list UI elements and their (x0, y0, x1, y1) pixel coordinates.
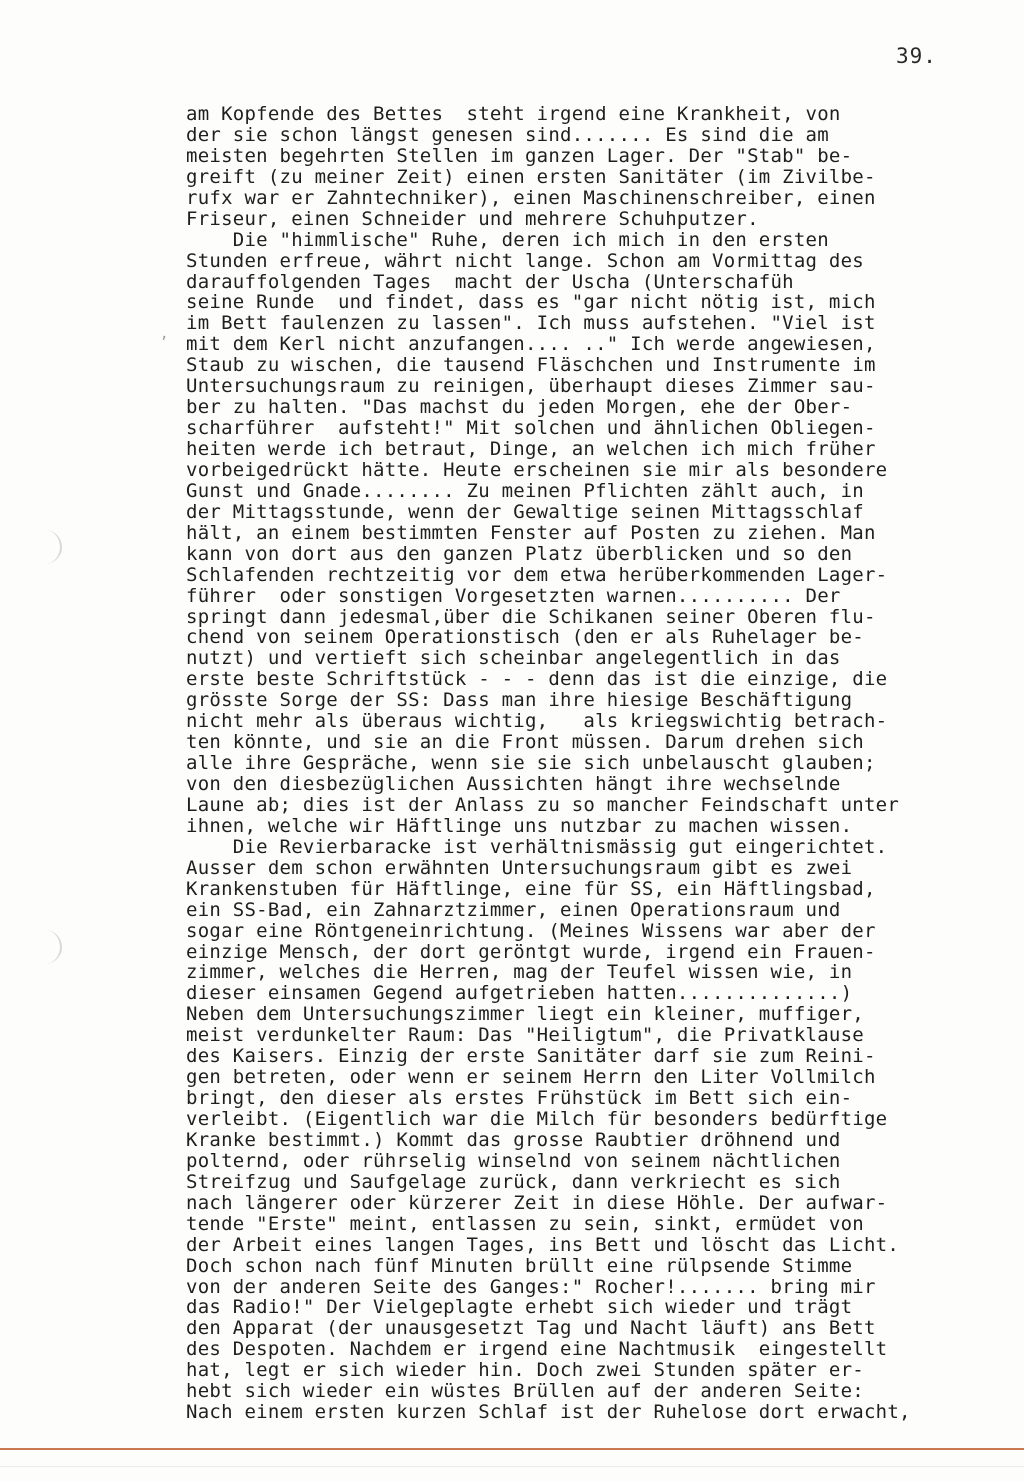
page-number: 39. (896, 44, 937, 68)
text-line: des Kaisers. Einzig der erste Sanitäter darf sie zum Reini- (186, 1046, 876, 1068)
text-line: Nach einem ersten kurzen Schlaf ist der Ruhelose dort erwacht, (186, 1402, 911, 1424)
text-line: Die Revierbaracke ist verhältnismässig gut eingerichtet. (186, 836, 888, 858)
text-line: mit dem Kerl nicht anzufangen.... .." Ich werde angewiesen, (186, 334, 876, 356)
text-line: Kranke bestimmt.) Kommt das grosse Raubtier dröhnend und (186, 1129, 841, 1151)
text-line: hebt sich wieder ein wüstes Brüllen auf der anderen Seite: (186, 1381, 864, 1403)
text-line: meisten begehrten Stellen im ganzen Lager. Der "Stab" be- (186, 145, 853, 167)
text-line: der Arbeit eines langen Tages, ins Bett und löscht das Licht. (186, 1234, 900, 1256)
text-line: kann von dort aus den ganzen Platz überblicken und so den (186, 543, 853, 565)
text-line: chend von seinem Operationstisch (den er als Ruhelager be- (186, 627, 864, 649)
punch-hole-mark-top (44, 530, 62, 564)
text-line: greift (zu meiner Zeit) einen ersten Sanitäter (im Zivilbe- (186, 166, 876, 188)
text-line: hält, an einem bestimmten Fenster auf Posten zu ziehen. Man (186, 522, 876, 544)
text-line: Gunst und Gnade........ Zu meinen Pflichten zählt auch, in (186, 480, 864, 502)
text-line: Die "himmlische" Ruhe, deren ich mich in den ersten (186, 229, 829, 251)
text-line: Laune ab; dies ist der Anlass zu so mancher Feindschaft unter (186, 794, 900, 816)
text-line: von der anderen Seite des Ganges:" Rocher!....... bring mir (186, 1276, 876, 1298)
text-line: Untersuchungsraum zu reinigen, überhaupt dieses Zimmer sau- (186, 376, 876, 398)
text-line: Neben dem Untersuchungszimmer liegt ein kleiner, muffiger, (186, 1004, 864, 1026)
text-line: polternd, oder rührselig winselnd von seinem nächtlichen (186, 1150, 841, 1172)
text-line: Friseur, einen Schneider und mehrere Schuhputzer. (186, 208, 759, 230)
text-line: grösste Sorge der SS: Dass man ihre hiesige Beschäftigung (186, 690, 853, 712)
text-line: heiten werde ich betraut, Dinge, an welchen ich mich früher (186, 439, 876, 460)
text-line: erste beste Schriftstück - - - denn das ist die einzige, die (186, 669, 888, 691)
text-line: vorbeigedrückt hätte. Heute erscheinen sie mir als besondere (186, 459, 888, 481)
text-line: ihnen, welche wir Häftlinge uns nutzbar zu machen wissen. (186, 815, 853, 837)
text-line: dieser einsamen Gegend aufgetrieben hatten..............) (186, 983, 853, 1005)
text-line: tende "Erste" meint, entlassen zu sein, sinkt, ermüdet von (186, 1213, 864, 1235)
text-line: Ausser dem schon erwähnten Untersuchungsraum gibt es zwei (186, 857, 853, 879)
text-line: seine Runde und findet, dass es "gar nicht nötig ist, mich (186, 292, 876, 314)
text-line: den Apparat (der unausgesetzt Tag und Nacht läuft) ans Bett (186, 1318, 876, 1340)
text-line: einzige Mensch, der dort geröntgt wurde, irgend ein Frauen- (186, 941, 876, 963)
text-line: Schlafenden rechtzeitig vor dem etwa herüberkommenden Lager- (186, 564, 888, 586)
text-line: am Kopfende des Bettes steht irgend eine Krankheit, von (186, 104, 841, 125)
text-line: verleibt. (Eigentlich war die Milch für besonders bedürftige (186, 1109, 888, 1130)
text-line: springt dann jedesmal,über die Schikanen seiner Oberen flu- (186, 606, 876, 628)
text-line: gen betreten, oder wenn er seinem Herrn den Liter Vollmilch (186, 1067, 876, 1089)
bottom-divider-line (0, 1448, 1024, 1450)
text-line (186, 1423, 976, 1444)
text-line: Streifzug und Saufgelage zurück, dann verkriecht es sich (186, 1171, 841, 1193)
text-line: der sie schon längst genesen sind....... Es sind die am (186, 124, 829, 146)
punch-hole-mark-bottom (44, 930, 62, 964)
text-line: führer oder sonstigen Vorgesetzten warnen.......... Der (186, 585, 841, 607)
text-line: meist verdunkelter Raum: Das "Heiligtum", die Privatklause (186, 1025, 864, 1047)
text-line: sogar eine Röntgeneinrichtung. (Meines Wissens war aber der (186, 920, 876, 942)
text-line: Krankenstuben für Häftlinge, eine für SS, ein Häftlingsbad, (186, 878, 876, 900)
text-line: Staub zu wischen, die tausend Fläschchen und Instrumente im (186, 355, 876, 377)
text-line: des Despoten. Nachdem er irgend eine Nachtmusik eingestellt (186, 1339, 888, 1361)
text-line: bringt, den dieser als erstes Frühstück im Bett sich ein- (186, 1088, 853, 1109)
text-line: Stunden erfreue, währt nicht lange. Schon am Vormittag des (186, 250, 864, 272)
text-line: alle ihre Gespräche, wenn sie sie sich unbelauscht glauben; (186, 753, 876, 774)
text-line: hat, legt er sich wieder hin. Doch zwei Stunden später er- (186, 1360, 864, 1382)
text-line: rufx war er Zahntechniker), einen Maschinenschreiber, einen (186, 187, 876, 209)
text-line: der Mittagsstunde, wenn der Gewaltige seinen Mittagsschlaf (186, 501, 864, 523)
text-line: Doch schon nach fünf Minuten brüllt eine rülpsende Stimme (186, 1255, 853, 1277)
text-line: im Bett faulenzen zu lassen". Ich muss aufstehen. "Viel ist (186, 313, 876, 335)
text-line: scharführer aufsteht!" Mit solchen und ähnlichen Obliegen- (186, 418, 876, 439)
text-line: nach längerer oder kürzerer Zeit in diese Höhle. Der aufwar- (186, 1192, 888, 1214)
text-line: darauffolgenden Tages macht der Uscha (Unterschafüh (186, 271, 794, 293)
text-line: zimmer, welches die Herren, mag der Teufel wissen wie, in (186, 962, 853, 984)
text-line: nutzt) und vertieft sich scheinbar angelegentlich in das (186, 648, 841, 670)
text-line: ten könnte, und sie an die Front müssen. Darum drehen sich (186, 732, 864, 754)
margin-tick-mark: , (160, 326, 169, 342)
bottom-edge-line (0, 1466, 1024, 1467)
text-line: von den diesbezüglichen Aussichten hängt ihre wechselnde (186, 774, 841, 795)
text-line: nicht mehr als überaus wichtig, als kriegswichtig betrach- (186, 711, 888, 733)
text-line: ber zu halten. "Das machst du jeden Morgen, ehe der Ober- (186, 397, 853, 419)
text-line: das Radio!" Der Vielgeplagte erhebt sich wieder und trägt (186, 1297, 853, 1319)
text-line: ein SS-Bad, ein Zahnarztzimmer, einen Operationsraum und (186, 899, 841, 921)
body-text (186, 104, 976, 1444)
